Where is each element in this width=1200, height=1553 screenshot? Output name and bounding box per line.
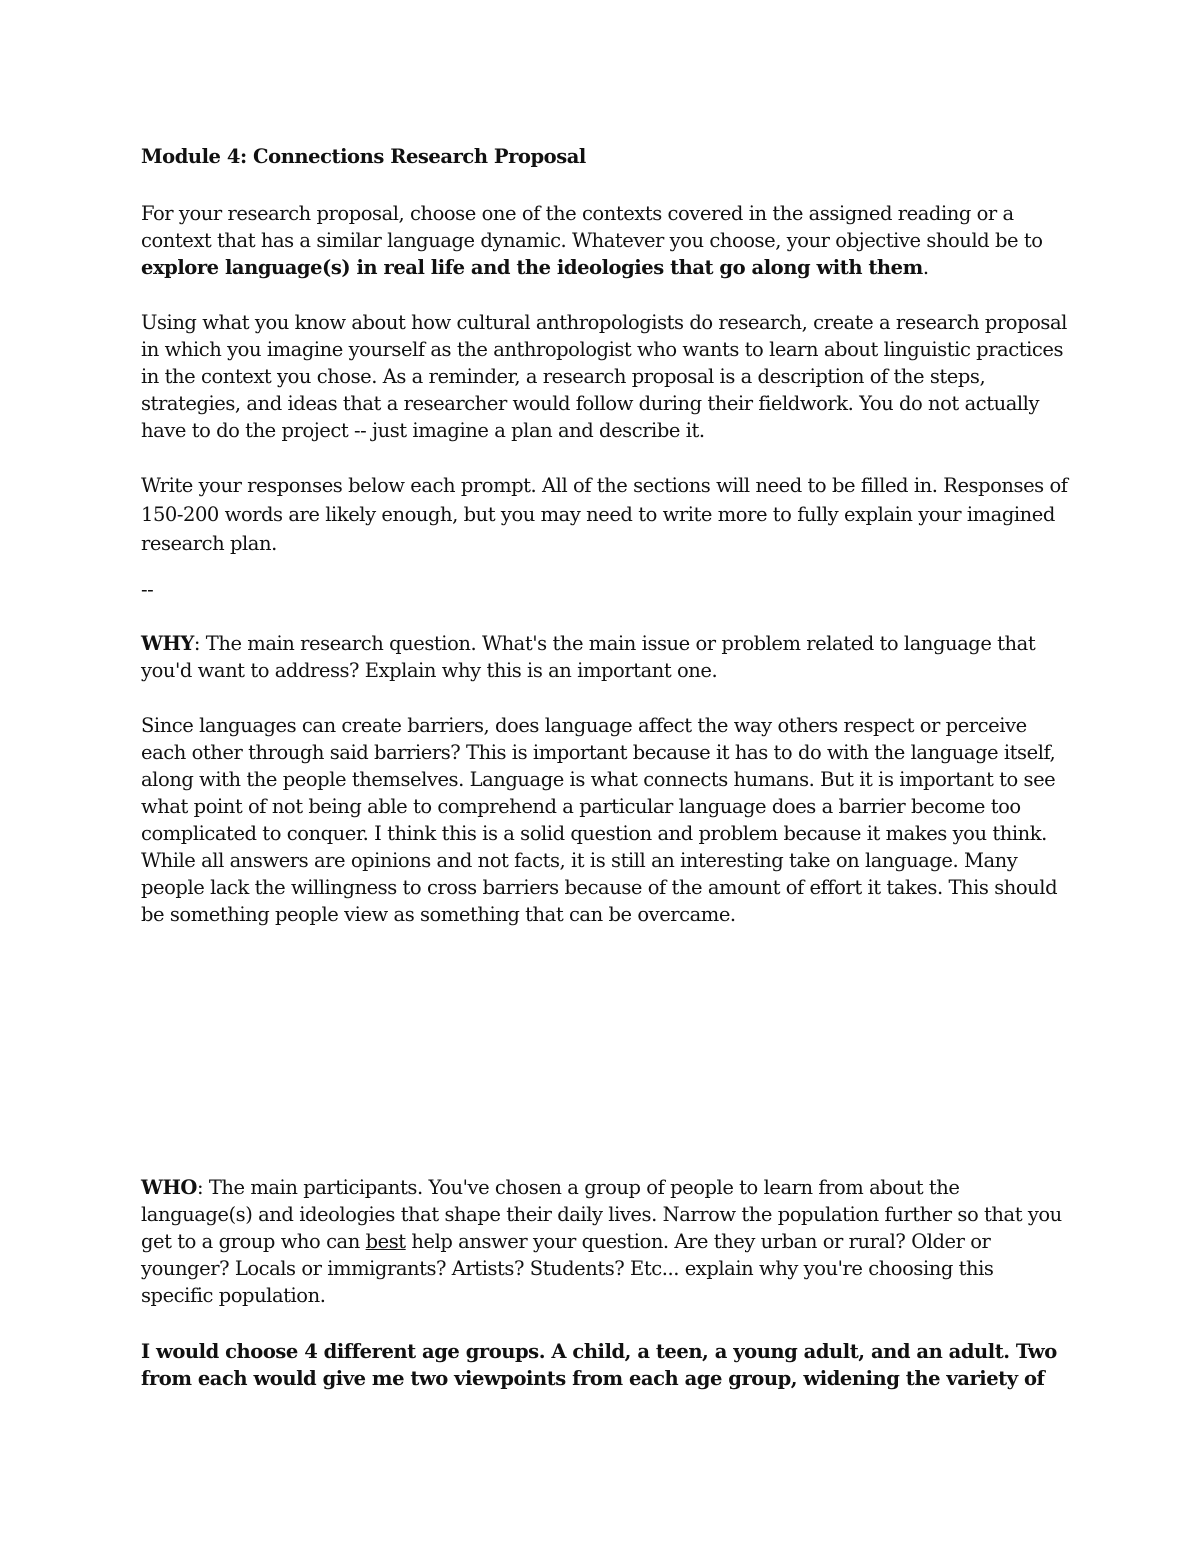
who-prompt-text-end: help answer your question. Are they urban or rural? Older or younger? Locals or immigrants? Artists? Students? Etc... explain why you're choosing this specific population. xyxy=(141,1230,994,1307)
section-separator: -- xyxy=(141,578,154,601)
who-prompt-text: : The main participants. You've chosen a group of people to learn from about the language(s) and ideologies that shape their daily lives. Narrow the population further so that you get to a group who can xyxy=(141,1176,1062,1253)
why-prompt-text: : The main research question. What's the main issue or problem related to language that you'd want to address? Explain why this is an important one. xyxy=(141,632,1036,682)
why-prompt xyxy=(141,630,1071,684)
intro-bold-text: explore language(s) in real life and the ideologies that go along with them xyxy=(141,256,923,279)
intro-text-end: . xyxy=(922,256,929,279)
who-label: WHO xyxy=(141,1176,197,1199)
intro-text: For your research proposal, choose one of the contexts covered in the assigned reading or a context that has a similar language dynamic. Whatever you choose, your objective should be to xyxy=(141,202,1043,252)
why-label: WHY xyxy=(141,632,194,655)
intro-paragraph xyxy=(141,200,1071,281)
who-prompt-underlined-word: best xyxy=(365,1230,406,1253)
why-response: Since languages can create barriers, does language affect the way others respect or perceive each other through said barriers? This is important because it has to do with the language itself, along with the people themselves. Language is what connects humans. But it is important to see what point of not being able to comprehend a particular language does a barrier become too complicated to conquer. I think this is a solid question and problem because it makes you think. While all answers are opinions and not facts, it is still an interesting take on language. Many people lack the willingness to cross barriers because of the amount of effort it takes. This should be something people view as something that can be overcame. xyxy=(141,714,1058,926)
who-prompt xyxy=(141,1174,1071,1309)
instructions-paragraph: Using what you know about how cultural anthropologists do research, create a research proposal in which you imagine yourself as the anthropologist who wants to learn about linguistic practices in the context you chose. As a reminder, a research proposal is a description of the steps, strategies, and ideas that a researcher would follow during their fieldwork. You do not actually have to do the project -- just imagine a plan and describe it. xyxy=(141,311,1067,442)
response-guidance-paragraph: Write your responses below each prompt. All of the sections will need to be filled in. Responses of 150-200 words are likely enough, but you may need to write more to fully explain your imagined research plan. xyxy=(141,474,1068,555)
who-response: I would choose 4 different age groups. A child, a teen, a young adult, and an adult. Two from each would give me two viewpoints from each age group, widening the variety of xyxy=(141,1340,1057,1390)
document-title: Module 4: Connections Research Proposal xyxy=(141,145,586,168)
